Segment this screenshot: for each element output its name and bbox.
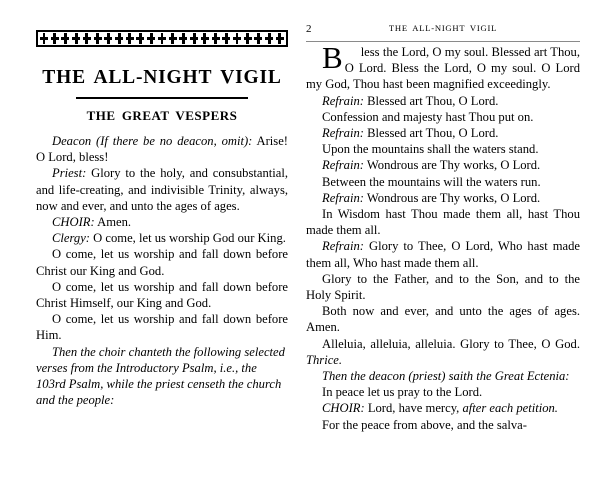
paragraph-text: O come, let us worship and fall down before Christ our King and God. (36, 247, 288, 278)
rubric-label: Refrain: (322, 158, 364, 173)
paragraph-text: Amen. (94, 215, 132, 230)
paragraph (306, 174, 580, 190)
cross-icon (136, 33, 144, 44)
paragraph-text: For the peace from above, and the salva- (322, 417, 527, 432)
paragraph-text: Confession and majesty hast Thou put on. (322, 109, 534, 124)
trailing-rubric: Thrice. (306, 352, 343, 367)
cross-icon (104, 33, 112, 44)
paragraph (36, 230, 288, 246)
paragraph-text: Glory to Thee, O Lord, Who hast made them all, Who hast made them all. (306, 239, 580, 270)
cross-icon (40, 33, 48, 44)
paragraph (306, 157, 580, 173)
paragraph (36, 311, 288, 343)
paragraph (36, 344, 288, 409)
cross-icon (179, 33, 187, 44)
paragraph-text: O come, let us worship and fall down before Him. (36, 312, 288, 343)
cross-icon (94, 33, 102, 44)
paragraph (306, 141, 580, 157)
paragraph-text: O come, let us worship God our King. (90, 231, 286, 246)
paragraph (306, 400, 580, 416)
rubric-label: Refrain: (322, 93, 364, 108)
cross-icon (126, 33, 134, 44)
cross-icon (222, 33, 230, 44)
paragraph (306, 336, 580, 368)
drop-cap: B (322, 39, 343, 75)
paragraph (306, 417, 580, 433)
page-title: THE ALL-NIGHT VIGIL (42, 67, 282, 88)
cross-row-ornament (36, 30, 288, 47)
cross-icon (254, 33, 262, 44)
paragraph-text: Glory to the Father, and to the Son, and to the Holy Spirit. (306, 271, 580, 302)
paragraph (36, 214, 288, 230)
paragraph (306, 238, 580, 270)
cross-icon (212, 33, 220, 44)
paragraph (36, 279, 288, 311)
paragraph-text: Glory to the holy, and consubstantial, and life-creating, and indivisible Trinity, always, now and ever, and unto the ages of ages. (36, 166, 288, 213)
rubric-label: Clergy: (52, 231, 91, 246)
paragraph (306, 271, 580, 303)
paragraph (36, 165, 288, 214)
running-head-divider (306, 41, 580, 42)
trailing-rubric: after each petition. (462, 401, 558, 416)
paragraph-text: O come, let us worship and fall down before Christ Himself, our King and God. (36, 279, 288, 311)
cross-icon (276, 33, 284, 44)
cross-icon (244, 33, 252, 44)
paragraph (306, 368, 580, 384)
cross-icon (158, 33, 166, 44)
paragraph (306, 384, 580, 400)
rubric-label: Refrain: (322, 125, 364, 140)
rubric-label: CHOIR: (322, 401, 365, 416)
paragraph-text: Both now and ever, and unto the ages of ages. Amen. (306, 304, 580, 335)
rubric-label: Priest: (52, 166, 87, 181)
running-head (306, 24, 580, 38)
cross-icon (83, 33, 91, 44)
cross-icon (147, 33, 155, 44)
paragraph (306, 190, 580, 206)
paragraph-text: Blessed art Thou, O Lord. (363, 93, 499, 108)
paragraph-text: In peace let us pray to the Lord. (322, 385, 483, 400)
cross-icon (190, 33, 198, 44)
paragraph (36, 133, 288, 165)
left-column (36, 30, 288, 408)
rubric-label: Deacon (If there be no deacon, omit): (52, 134, 253, 149)
cross-icon (201, 33, 209, 44)
cross-icon (233, 33, 241, 44)
running-head-title: THE ALL-NIGHT VIGIL (388, 23, 498, 33)
paragraph (36, 246, 288, 278)
rubric-label: Then the choir chanteth the following selected verses from the Introductory Psalm, i.e., the 103rd Psalm, while the priest censeth the church and the people: (36, 344, 285, 408)
paragraph-text: Alleluia, alleluia, alleluia. Glory to Thee, O God. (322, 336, 580, 351)
cross-icon (61, 33, 69, 44)
page-number: 2 (306, 23, 312, 35)
paragraph (306, 93, 580, 109)
title-divider (76, 97, 248, 99)
cross-icon (72, 33, 80, 44)
opening-paragraph-text: less the Lord, O my soul. Blessed art Thou, O Lord. Bless the Lord, O my soul. O Lord my God, Thou hast been magnified exceedingly. (306, 44, 580, 92)
paragraph-text: Lord, have mercy, (364, 401, 463, 416)
paragraph (306, 303, 580, 335)
rubric-label: Refrain: (322, 239, 364, 254)
cross-icon (51, 33, 59, 44)
section-subtitle: THE GREAT VESPERS (86, 108, 238, 124)
paragraph-text: In Wisdom hast Thou made them all, hast Thou made them all. (306, 206, 580, 238)
rubric-label: Refrain: (322, 190, 364, 205)
paragraph (306, 109, 580, 125)
paragraph-text: Blessed art Thou, O Lord. (363, 125, 499, 140)
rubric-label: Then the deacon (priest) saith the Great Ectenia: (322, 368, 570, 383)
cross-icon (169, 33, 177, 44)
paragraph-text: Wondrous are Thy works, O Lord. (363, 190, 541, 205)
cross-icon (115, 33, 123, 44)
cross-icon (265, 33, 273, 44)
opening-paragraph (306, 39, 580, 93)
paragraph-text: Arise! O Lord, bless! (36, 134, 288, 165)
left-column-body (36, 133, 288, 408)
right-column (306, 24, 580, 433)
paragraph (306, 125, 580, 141)
paragraph-text: Wondrous are Thy works, O Lord. (363, 158, 541, 173)
paragraph-text: Between the mountains will the waters run. (322, 174, 541, 189)
right-column-body (306, 39, 580, 433)
paragraph-text: Upon the mountains shall the waters stand. (322, 142, 539, 157)
rubric-label: CHOIR: (52, 215, 95, 230)
paragraph (306, 206, 580, 238)
